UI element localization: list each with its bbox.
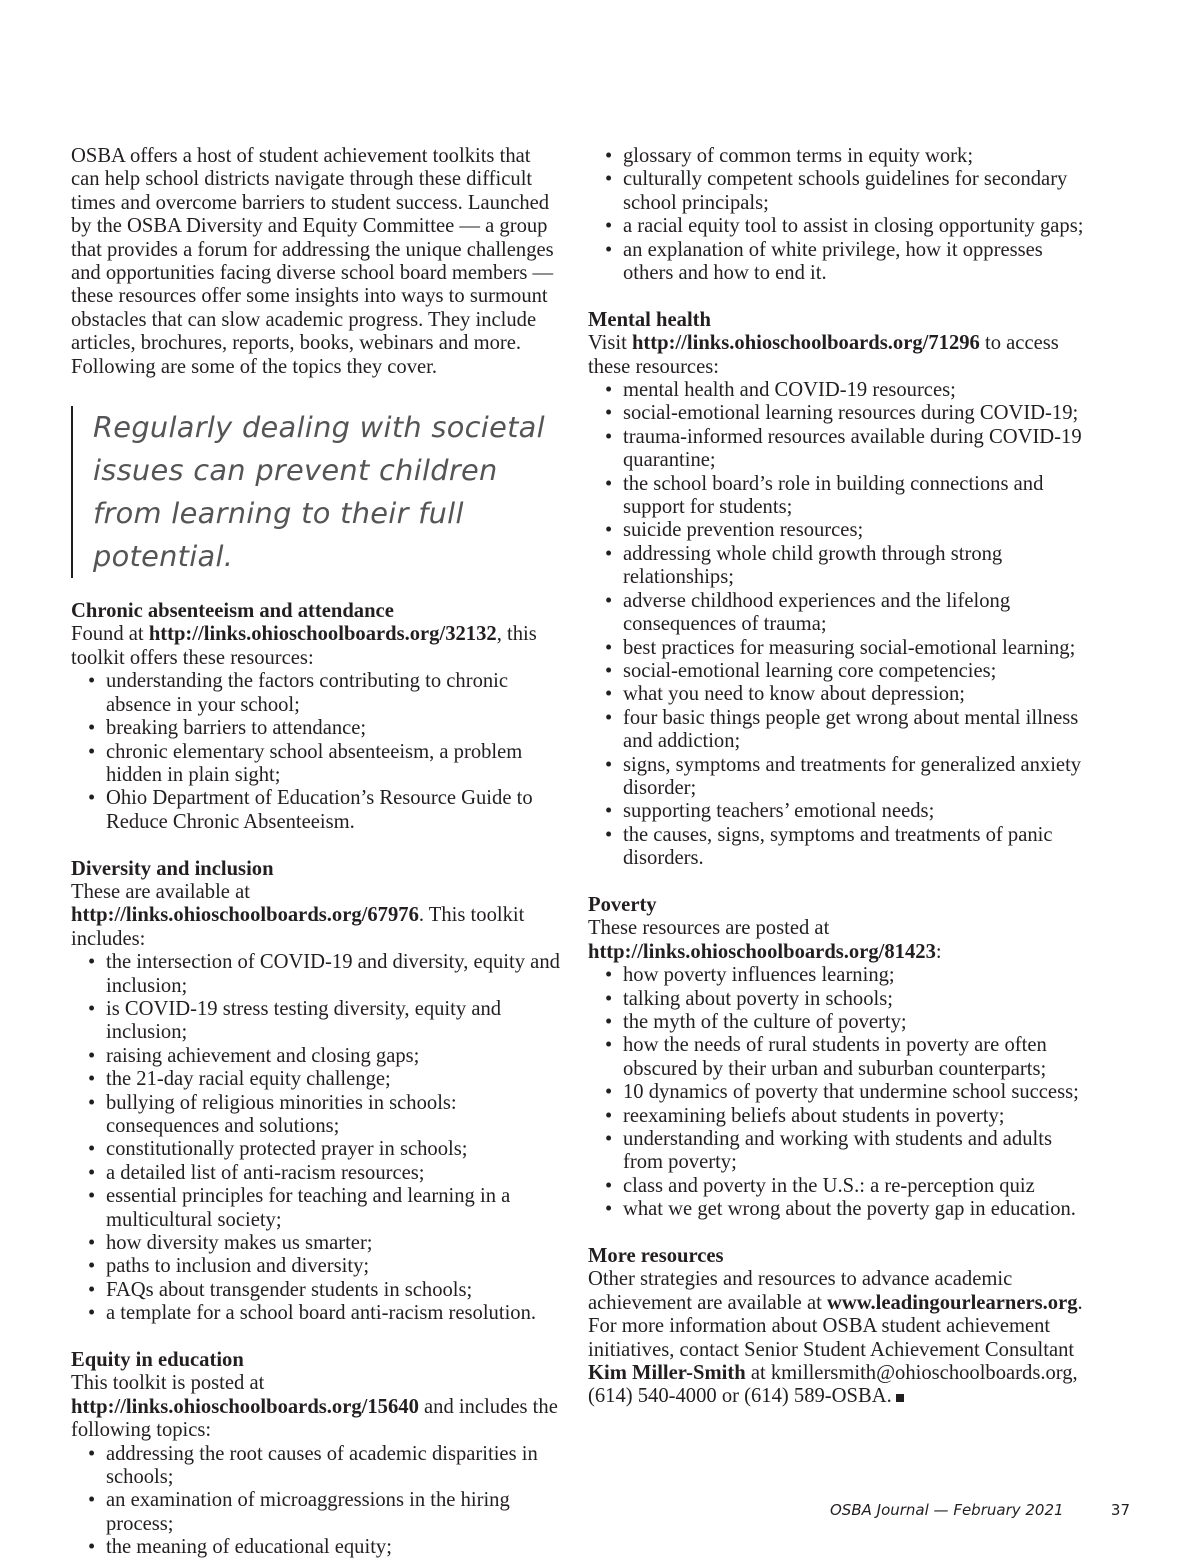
list-item: • social-emotional learning core competencies; [623, 660, 1090, 683]
list-item: • a detailed list of anti-racism resources; [106, 1162, 563, 1185]
list-item: • Ohio Department of Education’s Resource Guide to Reduce Chronic Absenteeism. [106, 787, 563, 834]
list-item: • an explanation of white privilege, how it oppresses others and how to end it. [623, 239, 1090, 286]
list-item: • bullying of religious minorities in schools: consequences and solutions; [106, 1092, 563, 1139]
more-link[interactable]: www.leadingourlearners.org [826, 1291, 1078, 1314]
list-item: • the causes, signs, symptoms and treatments of panic disorders. [623, 824, 1090, 871]
list-item: • what we get wrong about the poverty gap in education. [623, 1198, 1090, 1221]
diversity-heading: Diversity and inclusion [71, 857, 274, 880]
diversity-intro-text: These are available at [71, 880, 250, 903]
list-item: • supporting teachers’ emotional needs; [623, 800, 1090, 823]
more-text-3: at kmillersmith@ohioschoolboards.org, (614) 540-4000 or (614) 589-OSBA. [588, 1362, 1078, 1408]
contact-name: Kim Miller-Smith [588, 1362, 746, 1385]
list-item: • reexamining beliefs about students in poverty; [623, 1105, 1090, 1128]
mental-intro-text: Visit [588, 332, 632, 355]
list-item: • suicide prevention resources; [623, 519, 1090, 542]
chronic-list [71, 670, 563, 834]
intro-paragraph: OSBA offers a host of student achievement toolkits that can help school districts navigate through these difficult times and overcome barriers to student success. Launched by the OSBA Diversity and Equity Committee — a group that provides a forum for addressing the unique challenges and opportunities facing diverse school board members — these resources offer some insights into ways to surmount obstacles that can slow academic progress. They include articles, brochures, reports, books, webinars and more. Following are some of the topics they cover. [71, 145, 554, 378]
chronic-heading: Chronic absenteeism and attendance [71, 600, 394, 623]
list-item: • constitutionally protected prayer in schools; [106, 1138, 563, 1161]
equity-link[interactable]: http://links.ohioschoolboards.org/15640 [71, 1395, 419, 1418]
list-item: • mental health and COVID-19 resources; [623, 379, 1090, 402]
page-footer [830, 1501, 1130, 1519]
list-item: • the school board’s role in building connections and support for students; [623, 473, 1090, 520]
list-item: • paths to inclusion and diversity; [106, 1255, 563, 1278]
chronic-intro-text-end: , this toolkit offers these resources: [71, 623, 537, 669]
list-item: • social-emotional learning resources during COVID-19; [623, 402, 1090, 425]
list-item: • how diversity makes us smarter; [106, 1232, 563, 1255]
poverty-intro-text-end: : [935, 940, 942, 963]
poverty-list [588, 964, 1090, 1221]
list-item: • addressing the root causes of academic disparities in schools; [106, 1443, 563, 1490]
mental-heading: Mental health [588, 308, 711, 331]
equity-list-part1 [71, 1443, 563, 1560]
diversity-intro-text-end: . This toolkit includes: [71, 904, 525, 950]
poverty-intro-text: These resources are posted at [588, 917, 830, 940]
more-heading: More resources [588, 1245, 724, 1268]
page-number: 37 [1110, 1501, 1130, 1519]
list-item: • the intersection of COVID-19 and diversity, equity and inclusion; [106, 951, 563, 998]
list-item: • talking about poverty in schools; [623, 988, 1090, 1011]
more-text-2: . For more information about OSBA student achievement initiatives, contact Senior Student Achievement Consultant [588, 1291, 1083, 1361]
equity-list-part2 [588, 145, 1090, 285]
mental-intro [588, 332, 1090, 379]
list-item: • understanding and working with students and adults from poverty; [623, 1128, 1090, 1175]
list-item: • glossary of common terms in equity work; [623, 145, 1090, 168]
list-item: • 10 dynamics of poverty that undermine school success; [623, 1081, 1090, 1104]
pull-quote: Regularly dealing with societal issues can prevent children from learning to their full potential. [71, 406, 563, 578]
list-item: • best practices for measuring social-emotional learning; [623, 637, 1090, 660]
footer-journal: OSBA Journal — February 2021 [830, 1501, 1064, 1519]
list-item: • how the needs of rural students in poverty are often obscured by their urban and suburban counterparts; [623, 1034, 1090, 1081]
list-item: • understanding the factors contributing to chronic absence in your school; [106, 670, 563, 717]
list-item: • essential principles for teaching and learning in a multicultural society; [106, 1185, 563, 1232]
equity-intro-text-end: and includes the following topics: [71, 1395, 558, 1442]
list-item: • a template for a school board anti-racism resolution. [106, 1302, 563, 1325]
more-text-1: Other strategies and resources to advance academic achievement are available at [588, 1268, 1013, 1314]
list-item: • chronic elementary school absenteeism, a problem hidden in plain sight; [106, 741, 563, 788]
diversity-list [71, 951, 563, 1326]
diversity-link[interactable]: http://links.ohioschoolboards.org/67976 [71, 904, 419, 927]
poverty-heading: Poverty [588, 893, 657, 916]
mental-intro-text-end: to access these resources: [588, 332, 1059, 378]
equity-intro [71, 1372, 563, 1442]
equity-heading: Equity in education [71, 1349, 244, 1372]
list-item: • trauma-informed resources available during COVID-19 quarantine; [623, 426, 1090, 473]
chronic-intro-text: Found at [71, 623, 149, 646]
chronic-link[interactable]: http://links.ohioschoolboards.org/32132 [148, 623, 497, 646]
more-paragraph [588, 1268, 1090, 1408]
list-item: • the meaning of educational equity; [106, 1536, 563, 1559]
left-column [71, 145, 563, 1560]
list-item: • adverse childhood experiences and the lifelong consequences of trauma; [623, 590, 1090, 637]
list-item: • a racial equity tool to assist in closing opportunity gaps; [623, 215, 1090, 238]
poverty-link[interactable]: http://links.ohioschoolboards.org/81423 [588, 940, 936, 963]
list-item: • class and poverty in the U.S.: a re-perception quiz [623, 1175, 1090, 1198]
chronic-intro [71, 623, 563, 670]
list-item: • breaking barriers to attendance; [106, 717, 563, 740]
list-item: • signs, symptoms and treatments for generalized anxiety disorder; [623, 754, 1090, 801]
equity-intro-text: This toolkit is posted at [71, 1372, 265, 1395]
list-item: • an examination of microaggressions in the hiring process; [106, 1489, 563, 1536]
list-item: • the myth of the culture of poverty; [623, 1011, 1090, 1034]
diversity-intro [71, 881, 563, 951]
list-item: • what you need to know about depression; [623, 683, 1090, 706]
end-mark-icon [896, 1394, 904, 1402]
list-item: • culturally competent schools guidelines for secondary school principals; [623, 168, 1090, 215]
mental-list [588, 379, 1090, 871]
right-column [588, 145, 1090, 1409]
poverty-intro [588, 917, 1090, 964]
list-item: • the 21-day racial equity challenge; [106, 1068, 563, 1091]
list-item: • FAQs about transgender students in schools; [106, 1279, 563, 1302]
list-item: • how poverty influences learning; [623, 964, 1090, 987]
list-item: • four basic things people get wrong about mental illness and addiction; [623, 707, 1090, 754]
list-item: • addressing whole child growth through strong relationships; [623, 543, 1090, 590]
list-item: • is COVID-19 stress testing diversity, equity and inclusion; [106, 998, 563, 1045]
list-item: • raising achievement and closing gaps; [106, 1045, 563, 1068]
mental-link[interactable]: http://links.ohioschoolboards.org/71296 [631, 332, 980, 355]
